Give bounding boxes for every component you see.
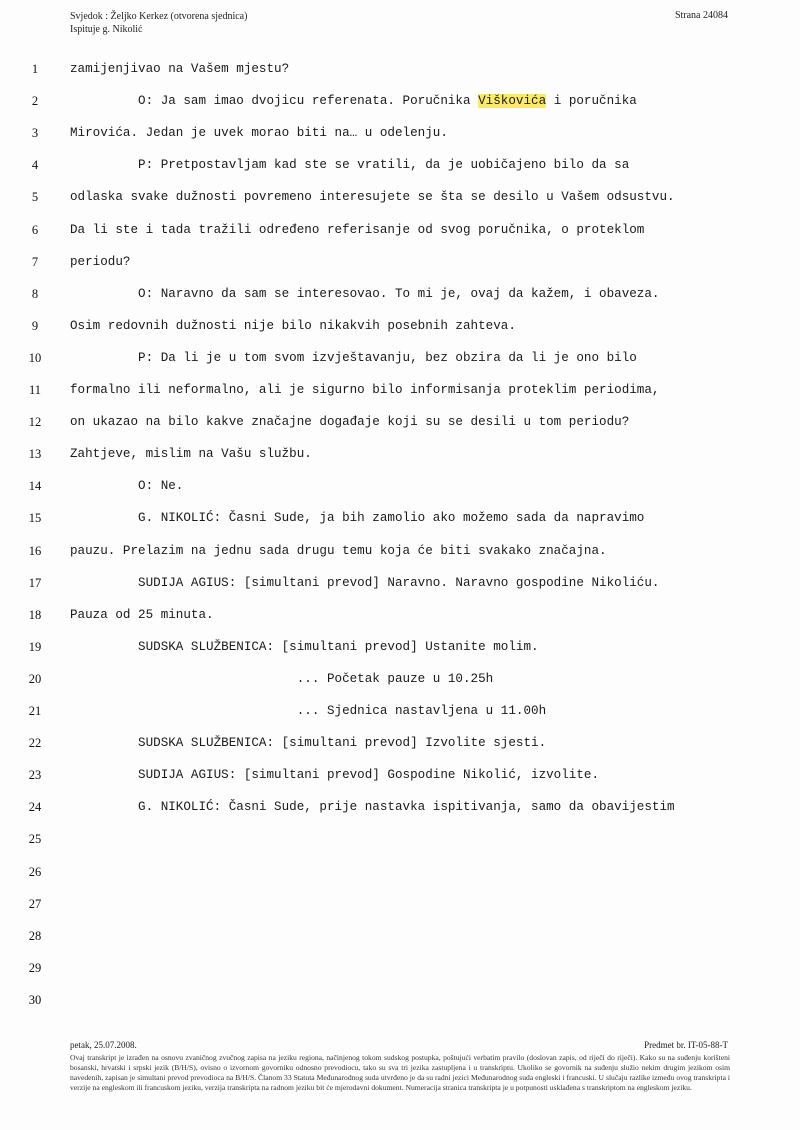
transcript-line [0, 574, 800, 596]
transcript-line [0, 445, 800, 467]
transcript-line [0, 349, 800, 371]
line-number: 28 [28, 928, 42, 943]
transcript-line [0, 606, 800, 628]
transcript-line [0, 124, 800, 146]
line-text-post: i poručnika [546, 94, 637, 109]
line-text: Pauza od 25 minuta. [70, 607, 214, 622]
line-number: 21 [28, 704, 42, 718]
line-number: 20 [28, 671, 42, 686]
transcript-line [0, 798, 800, 820]
line-number: 17 [28, 575, 42, 590]
transcript-line [0, 927, 800, 949]
line-number: 7 [31, 254, 39, 269]
line-text: zamijenjivao na Vašem mjestu? [70, 62, 290, 76]
transcript-line [0, 317, 800, 339]
transcript-line [0, 830, 800, 852]
line-text: ... Sjednica nastavljena u 11.00h [70, 704, 547, 718]
line-text: odlaska svake dužnosti povremeno interesujete se šta se desilo u Vašem odsustvu. [70, 190, 675, 205]
line-text: P: Pretpostavljam kad ste se vratili, da je uobičajeno bilo da sa [70, 158, 630, 173]
line-text-pre: O: Ja sam imao dvojicu referenata. Poručnika [70, 94, 479, 109]
line-number: 19 [28, 639, 42, 654]
line-text: G. NIKOLIĆ: Časni Sude, prije nastavka ispitivanja, samo da obavijestim [70, 800, 675, 815]
footer-disclaimer: Ovaj transkript je izrađen na osnovu zvaničnog zvučnog zapisa na jeziku regiona, načinjenog tokom sudskog postupka, poštujući verbatim pravilo (doslovan zapis, od riječi do riječi). Kako su na suđenju korišteni bosanski, hrvatski i srpski jezik (B/H/S), ovisno o izvornom govorniku odnosno prevodiocu, tako su sva tri jezika zastupljena i u transkriptu. Ukoliko se govornik na suđenju služio nekim drugim jezikom osim navedenih, zapisan je simultani prevod prevodioca na B/H/S. Članom 33 Statuta Međunarodnog suda utvrđeno je da su radni jezici Međunarodnog suda engleski i francuski. U slučaju razlike između ovog transkripta i verzije na engleskom ili francuskom jeziku, verzija transkripta na radnom jeziku bit će mjerodavni dokument. Numeracija stranica transkripta je u potpunosti usklađena s transkriptom na engleskom jeziku. [70, 1053, 730, 1092]
transcript-line [0, 702, 800, 724]
line-number: 23 [28, 768, 42, 783]
line-number: 8 [31, 286, 39, 301]
transcript-line [0, 959, 800, 981]
transcript-line [0, 766, 800, 788]
transcript-line [0, 991, 800, 1013]
page-number: Strana 24084 [674, 10, 728, 21]
line-text: formalno ili neformalno, ali je sigurno bilo informisanja proteklim periodima, [70, 383, 660, 397]
transcript-line [0, 895, 800, 917]
line-number: 29 [28, 960, 42, 975]
line-text: SUDSKA SLUŽBENICA: [simultani prevod] Izvolite sjesti. [70, 736, 547, 751]
line-text: P: Da li je u tom svom izvještavanju, bez obzira da li je ono bilo [70, 350, 637, 365]
line-number: 18 [28, 607, 42, 622]
line-number: 1 [31, 62, 39, 76]
line-number: 10 [28, 350, 42, 365]
transcript-line [0, 509, 800, 531]
line-number: 9 [31, 318, 39, 333]
page-header [70, 10, 247, 36]
line-text [70, 94, 637, 108]
transcript-line [0, 156, 800, 178]
transcript-line [0, 638, 800, 660]
line-number: 13 [28, 447, 42, 462]
line-text: Da li ste i tada tražili određeno referisanje od svog poručnika, o proteklom [70, 222, 645, 237]
line-number: 15 [28, 511, 42, 526]
line-number: 24 [28, 800, 42, 815]
transcript-line [0, 670, 800, 692]
transcript-line [0, 221, 800, 243]
line-number: 22 [28, 736, 42, 751]
transcript-line [0, 734, 800, 756]
line-text: O: Ne. [70, 479, 184, 494]
line-text: G. NIKOLIĆ: Časni Sude, ja bih zamolio ako možemo sada da napravimo [70, 511, 645, 526]
line-text: pauzu. Prelazim na jednu sada drugu temu koja će biti svakako značajna. [70, 543, 607, 558]
transcript-line [0, 413, 800, 435]
line-text: periodu? [70, 254, 131, 269]
transcript-line [0, 92, 800, 114]
line-number: 11 [28, 383, 42, 397]
line-text: ... Početak pauze u 10.25h [70, 671, 494, 686]
transcript-line [0, 863, 800, 885]
footer-case-number: Predmet br. IT-05-88-T [644, 1040, 728, 1050]
line-text: SUDSKA SLUŽBENICA: [simultani prevod] Ustanite molim. [70, 639, 539, 654]
footer-date: petak, 25.07.2008. [70, 1040, 137, 1050]
line-number: 26 [28, 864, 42, 879]
highlighted-name: Viškovića [478, 94, 547, 109]
line-text: O: Naravno da sam se interesovao. To mi je, ovaj da kažem, i obaveza. [70, 286, 660, 301]
line-number: 14 [28, 479, 42, 494]
line-number: 4 [31, 158, 39, 173]
line-text: Zahtjeve, mislim na Vašu službu. [70, 447, 312, 462]
transcript-line [0, 285, 800, 307]
transcript-line [0, 477, 800, 499]
line-number: 27 [28, 896, 42, 911]
transcript-line [0, 381, 800, 403]
line-text: SUDIJA AGIUS: [simultani prevod] Gospodine Nikolić, izvolite. [70, 768, 600, 783]
line-number: 6 [31, 222, 39, 237]
line-number: 2 [31, 94, 39, 109]
line-number: 3 [31, 126, 39, 141]
witness-label: Svjedok : Željko Kerkez (otvorena sjednica) [70, 11, 248, 22]
line-number: 5 [31, 190, 39, 205]
line-text: SUDIJA AGIUS: [simultani prevod] Naravno. Naravno gospodine Nikoliću. [70, 575, 660, 590]
line-text: Osim redovnih dužnosti nije bilo nikakvih posebnih zahteva. [70, 318, 516, 333]
transcript-line [0, 60, 800, 82]
transcript-line [0, 253, 800, 275]
examiner-label: Ispituje g. Nikolić [70, 24, 143, 35]
line-number: 25 [28, 832, 42, 847]
line-text: on ukazao na bilo kakve značajne događaje koji su se desili u tom periodu? [70, 415, 630, 430]
line-number: 16 [28, 543, 42, 558]
line-number: 12 [28, 415, 42, 430]
line-text: Mirovića. Jedan je uvek morao biti na… u odelenju. [70, 126, 448, 141]
transcript-line [0, 542, 800, 564]
transcript-line [0, 188, 800, 210]
line-number: 30 [28, 992, 42, 1007]
